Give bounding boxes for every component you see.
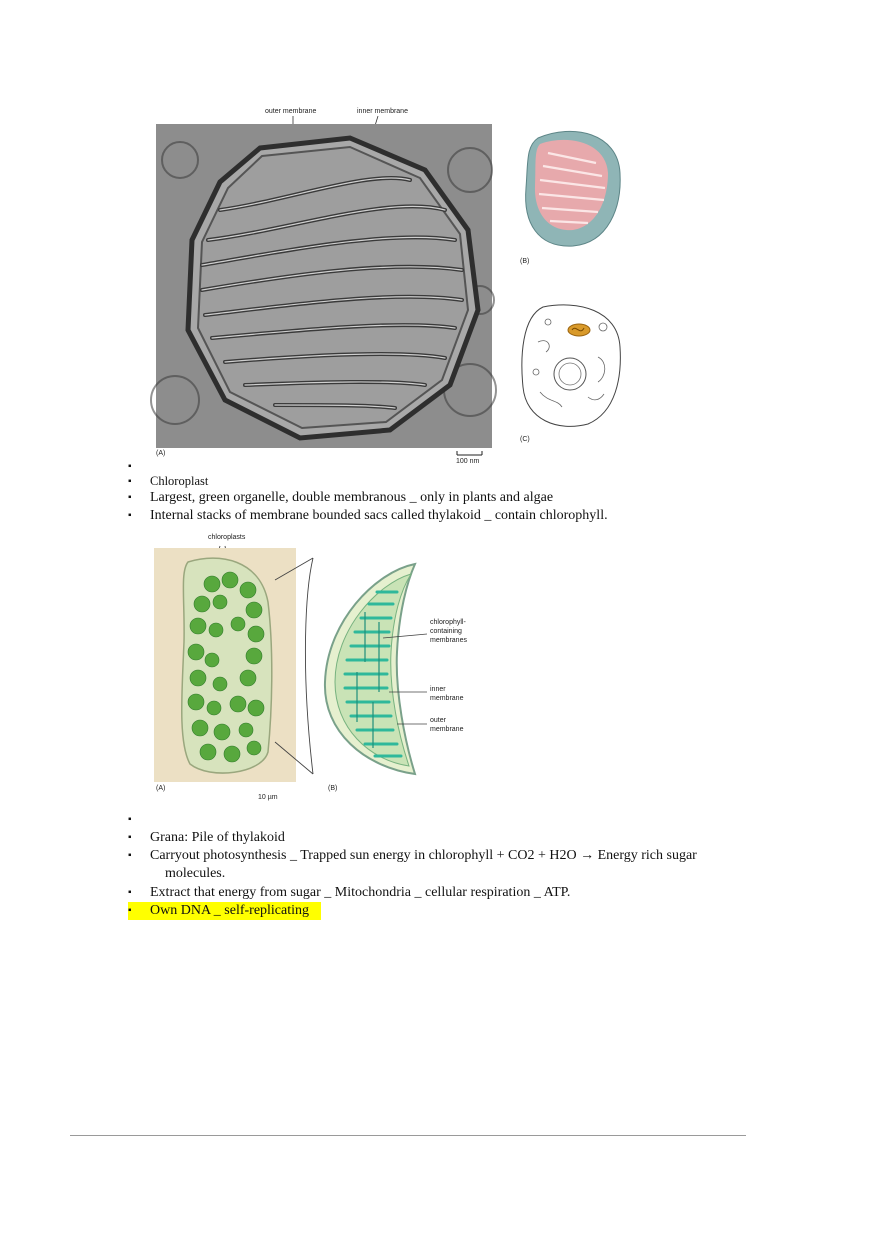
outer-membrane-label: outer membrane <box>265 108 317 115</box>
bullet-text: Extract that energy from sugar _ Mitochondria _ cellular respiration _ ATP. <box>150 885 571 900</box>
bullet-marker: ▪ <box>128 850 132 861</box>
label-line: membrane <box>430 726 464 733</box>
inner-membrane-label: inner membrane <box>357 108 408 115</box>
bullet-text: Internal stacks of membrane bounded sacs called thylakoid _ contain chlorophyll. <box>150 508 608 523</box>
bullet-marker: ▪ <box>128 832 132 843</box>
label-line: membrane <box>430 695 464 702</box>
list-item <box>128 884 570 902</box>
bullet-text: Grana: Pile of thylakoid <box>150 830 285 845</box>
list-item <box>128 811 150 829</box>
cell-illustration <box>518 302 628 432</box>
bullet-text: Largest, green organelle, double membranous _ only in plants and algae <box>150 490 554 505</box>
bullet-marker: ▪ <box>128 905 132 916</box>
label-line: chlorophyll- <box>430 619 466 626</box>
bullet-marker: ▪ <box>128 492 132 503</box>
mitochondrion-3d-illustration <box>518 128 628 253</box>
scale-bar-label: 100 nm <box>456 458 480 465</box>
outer-membrane-label <box>430 716 463 734</box>
panel-a-label: (A) <box>156 450 166 457</box>
label-line: inner <box>430 686 446 693</box>
list-item-continuation <box>145 865 225 883</box>
chloroplasts-label: chloroplasts <box>208 534 246 541</box>
mitochondrion-micrograph <box>150 100 510 465</box>
footer-divider <box>70 1135 746 1136</box>
bullet-text: Carryout photosynthesis _ Trapped sun energy in chlorophyll + CO2 + H2O → Energy rich sugar <box>150 848 697 863</box>
bullet-marker: ▪ <box>128 476 132 487</box>
panel-b-label: (B) <box>520 258 530 265</box>
label-line: outer <box>430 717 446 724</box>
label-line: containing <box>430 628 462 635</box>
chlorophyll-membranes-label <box>430 618 467 645</box>
bullet-text: molecules. <box>165 866 226 881</box>
list-item <box>128 489 553 507</box>
chloroplast-figure <box>150 530 480 805</box>
bullet-marker: ▪ <box>128 814 132 825</box>
list-item <box>128 507 608 525</box>
chloroplast-diagram <box>265 552 480 782</box>
panel-c-label: (C) <box>520 436 530 443</box>
scale-bar-label: 10 µm <box>258 794 278 801</box>
bullet-text: Own DNA _ self-replicating <box>150 903 310 918</box>
list-item <box>128 829 285 847</box>
inner-membrane-label <box>430 685 463 703</box>
panel-a-label: (A) <box>156 785 166 792</box>
bullet-marker: ▪ <box>128 510 132 521</box>
panel-b-label: (B) <box>328 785 338 792</box>
bullet-marker: ▪ <box>128 887 132 898</box>
label-line: membranes <box>430 637 467 644</box>
bullet-marker: ▪ <box>128 461 132 472</box>
mitochondrion-figure <box>150 100 630 470</box>
list-item-highlighted <box>128 902 321 920</box>
list-item <box>128 847 697 865</box>
bullet-text: Chloroplast <box>150 474 209 488</box>
